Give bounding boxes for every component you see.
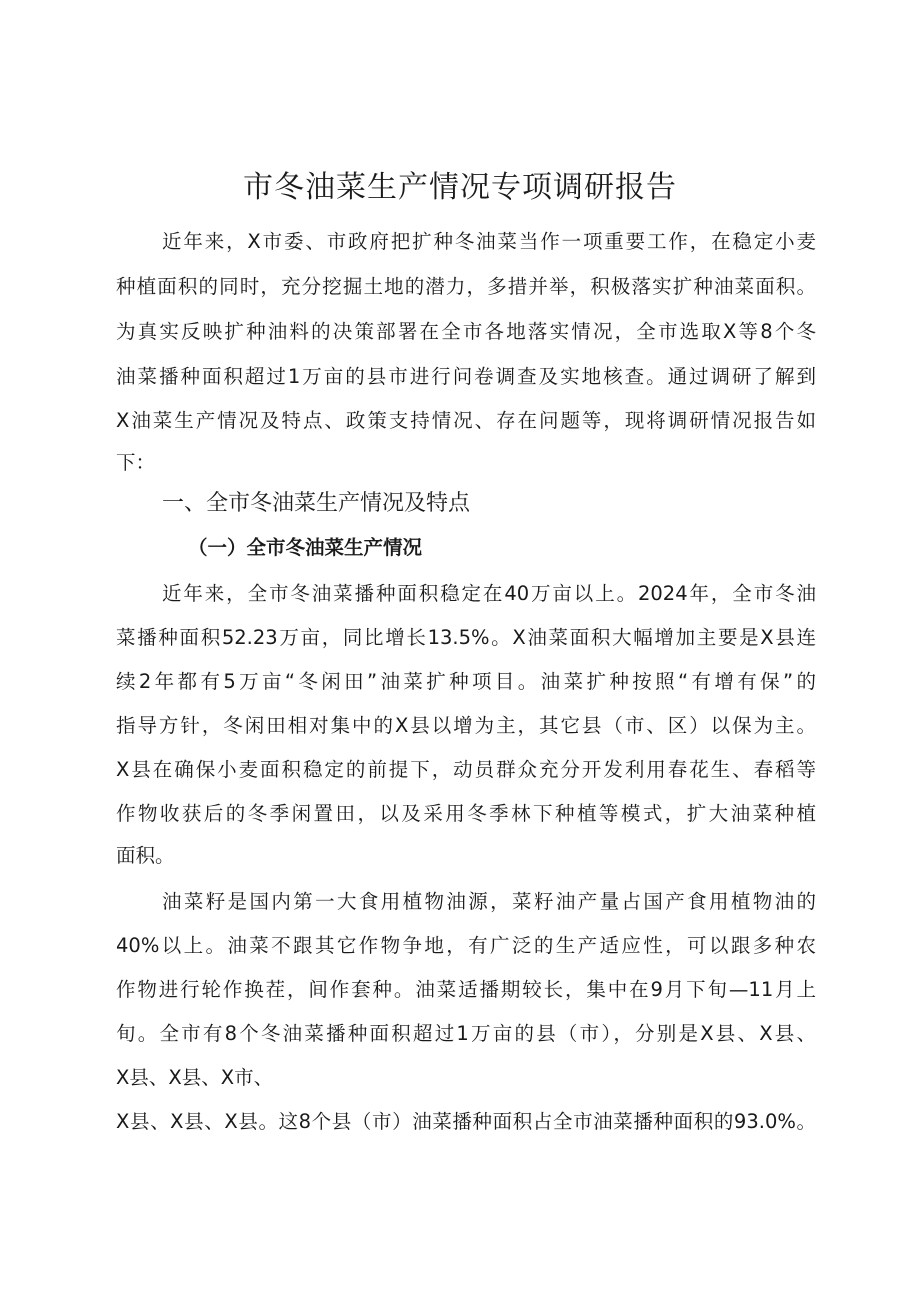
section-heading: 一、全市冬油菜生产情况及特点 [162,491,471,516]
intro-line: 近年来，X市委、市政府把扩种冬油菜当作一项重要工作，在稳定小麦 [162,230,816,253]
paragraph-line: 指导方针，冬闲田相对集中的X县以增为主，其它县（市、区）以保为主。 [116,714,816,737]
paragraph-line: 面积。 [116,844,175,867]
subsection-heading: （一）全市冬油菜生产情况 [188,536,423,559]
paragraph-line: X县、X县、X县。这8个县（市）油菜播种面积占全市油菜播种面积的93.0%。 [116,1110,816,1133]
document-title: 市冬油菜生产情况专项调研报告 [243,170,677,205]
paragraph-line: 旬。全市有8个冬油菜播种面积超过1万亩的县（市），分别是X县、X县、 [116,1022,816,1045]
paragraph-line: 油菜籽是国内第一大食用植物油源，菜籽油产量占国产食用植物油的 [162,890,816,913]
intro-line: 油菜播种面积超过1万亩的县市进行问卷调查及实地核查。通过调研了解到 [116,365,816,388]
intro-line: X油菜生产情况及特点、政策支持情况、存在问题等，现将调研情况报告如 [116,409,816,432]
intro-line: 为真实反映扩种油料的决策部署在全市各地落实情况，全市选取X等8个冬 [116,320,816,343]
intro-line: 下： [116,451,156,474]
paragraph-line: 续2年都有5万亩“冬闲田”油菜扩种项目。油菜扩种按照“有增有保”的 [116,670,816,693]
paragraph-line: 作物收获后的冬季闲置田，以及采用冬季林下种植等模式，扩大油菜种植 [116,802,816,825]
paragraph-line: X县在确保小麦面积稳定的前提下，动员群众充分开发利用春花生、春稻等 [116,758,816,781]
paragraph-line: X县、X县、X市、 [116,1066,274,1089]
paragraph-line: 作物进行轮作换茬，间作套种。油菜适播期较长，集中在9月下旬—11月上 [116,978,816,1001]
paragraph-line: 40%以上。油菜不跟其它作物争地，有广泛的生产适应性，可以跟多种农 [116,934,816,957]
paragraph-line: 菜播种面积52.23万亩，同比增长13.5%。X油菜面积大幅增加主要是X县连 [116,626,816,649]
paragraph-line: 近年来，全市冬油菜播种面积稳定在40万亩以上。2024年，全市冬油 [162,582,816,605]
intro-line: 种植面积的同时，充分挖掘土地的潜力，多措并举，积极落实扩种油菜面积。 [116,275,816,298]
